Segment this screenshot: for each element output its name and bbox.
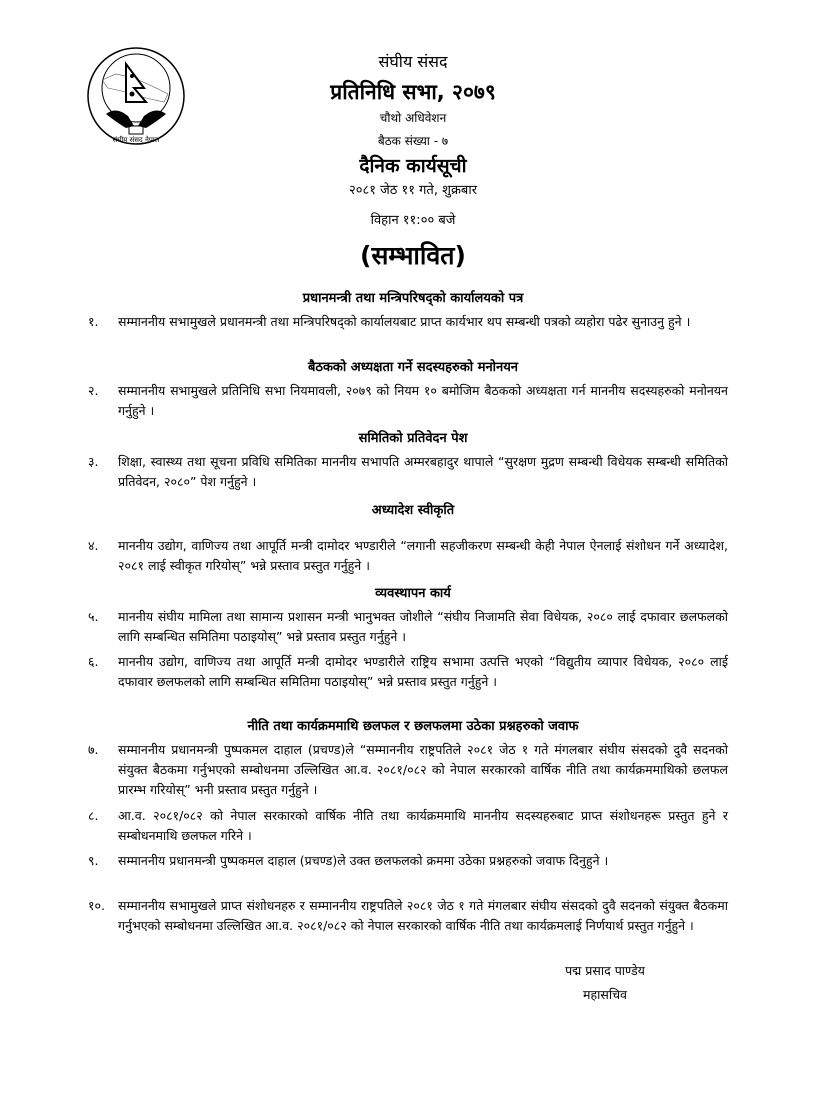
section-heading: व्यवस्थापन कार्य [375,586,451,601]
document-title: दैनिक कार्यसूची [359,155,467,177]
meeting-time: विहान ११:०० बजे [370,213,456,228]
agenda-status: (सम्भावित) [360,241,466,270]
signatory-title: महासचिव [583,987,627,1002]
agenda-item [88,536,728,576]
signatory-name: पद्म प्रसाद पाण्डेय [565,963,645,978]
item-number: २. [88,383,99,398]
item-number: १. [88,314,99,329]
item-number: ४. [88,538,99,553]
item-number: ९. [88,853,99,868]
item-text: माननीय संघीय मामिला तथा सामान्य प्रशासन मन्त्री भानुभक्त जोशीले “संघीय निजामति सेवा विधेयक, २०८० लाई दफावार छलफलको लागि सम्बन्धित समितिमा पठाइयोस्” भन्ने प्रस्ताव प्रस्तुत गर्नुहुने । [118,609,728,644]
section-heading: बैठकको अध्यक्षता गर्ने सदस्यहरुको मनोनयन [307,360,519,375]
agenda-item [88,740,728,800]
meeting-date: २०८१ जेठ ११ गते, शुक्रबार [348,183,478,198]
session-label: चौथो अधिवेशन [379,111,447,125]
item-text: सम्माननीय प्रधानमन्त्री पुष्पकमल दाहाल (प्रचण्ड)ले उक्त छलफलको क्रममा उठेका प्रश्नहरुको जवाफ दिनुहुने । [118,853,609,868]
agenda-item [88,806,728,846]
item-text: आ.व. २०८१/०८२ को नेपाल सरकारको वार्षिक नीति तथा कार्यक्रममाथि माननीय सदस्यहरुबाट प्राप्त संशोधनहरू प्रस्तुत हुने र सम्बोधनमाथि छलफल गरिने । [118,808,728,843]
agenda-item [88,896,728,936]
item-text: माननीय उद्योग, वाणिज्य तथा आपूर्ति मन्त्री दामोदर भण्डारीले “लगानी सहजीकरण सम्बन्धी केही नेपाल ऐनलाई संशोधन गर्ने अध्यादेश, २०८१ लाई स्वीकृत गरियोस्” भन्ने प्रस्ताव प्रस्तुत गर्नुहुने । [118,538,728,573]
item-number: १०. [88,898,105,913]
item-text: सम्माननीय सभामुखले प्रधानमन्त्री तथा मन्त्रिपरिषद्को कार्यालयबाट प्राप्त कार्यभार थप सम्बन्धी पत्रको व्यहोरा पढेर सुनाउनु हुने । [118,314,691,329]
item-number: ५. [88,609,99,624]
agenda-item [88,381,728,421]
agenda-item [88,452,728,492]
agenda-item [88,851,728,871]
logo-caption: संघीय संसद नेपाल [112,136,160,144]
item-text: सम्माननीय सभामुखले प्रतिनिधि सभा नियमावली, २०७९ को नियम १० बमोजिम बैठकको अध्यक्षता गर्न माननीय सदस्यहरुको मनोनयन गर्नुहुने । [118,383,728,418]
item-number: ३. [88,454,99,469]
meeting-number: बैठक संख्या - ७ [377,134,449,148]
item-text: शिक्षा, स्वास्थ्य तथा सूचना प्रविधि समितिका माननीय सभापति अम्मरबहादुर थापाले “सुरक्षण मुद्रण सम्बन्धी विधेयक सम्बन्धी समितिको प्रतिवेदन, २०८०” पेश गर्नुहुने । [118,454,728,489]
agenda-item [88,652,728,692]
agenda-item [88,607,728,647]
item-text: सम्माननीय सभामुखले प्राप्त संशोधनहरु र सम्माननीय राष्ट्रपतिले २०८१ जेठ १ गते मंगलबार संघीय संसदको दुवै सदनको संयुक्त बैठकमा गर्नुभएको सम्बोधनमा उल्लिखित आ.व. २०८१/०८२ को नेपाल सरकारको वार्षिक नीति तथा कार्यक्रमलाई निर्णयार्थ प्रस्तुत गर्नुहुने । [118,898,728,933]
agenda-item [88,312,728,332]
section-heading: अध्यादेश स्वीकृति [371,503,455,518]
section-heading: समितिको प्रतिवेदन पेश [358,431,468,446]
item-text: माननीय उद्योग, वाणिज्य तथा आपूर्ति मन्त्री दामोदर भण्डारीले राष्ट्रिय सभामा उत्पत्ति भएको “विद्युतीय व्यापार विधेयक, २०८० लाई दफावार छलफलको लागि सम्बन्धित समितिमा पठाइयोस्” भन्ने प्रस्ताव प्रस्तुत गर्नुहुने । [118,654,728,689]
item-number: ६. [88,654,99,669]
house-name: प्रतिनिधि सभा, २०७९ [330,80,496,104]
parliament-name: संघीय संसद [378,52,448,71]
item-number: ८. [88,808,99,823]
item-number: ७. [88,742,99,757]
section-heading: नीति तथा कार्यक्रममाथि छलफल र छलफलमा उठेका प्रश्नहरुको जवाफ [247,719,579,734]
section-heading: प्रधानमन्त्री तथा मन्त्रिपरिषद्को कार्यालयको पत्र [302,291,524,306]
item-text: सम्माननीय प्रधानमन्त्री पुष्पकमल दाहाल (प्रचण्ड)ले “सम्माननीय राष्ट्रपतिले २०८१ जेठ १ गते मंगलबार संघीय संसदको दुवै सदनको संयुक्त बैठकमा गर्नुभएको सम्बोधनमा उल्लिखित आ.व. २०८१/०८२ को नेपाल सरकारको वार्षिक नीति तथा कार्यक्रममाथिको छलफल प्रारम्भ गरियोस्” भनी प्रस्ताव प्रस्तुत गर्नुहुने । [118,742,728,797]
